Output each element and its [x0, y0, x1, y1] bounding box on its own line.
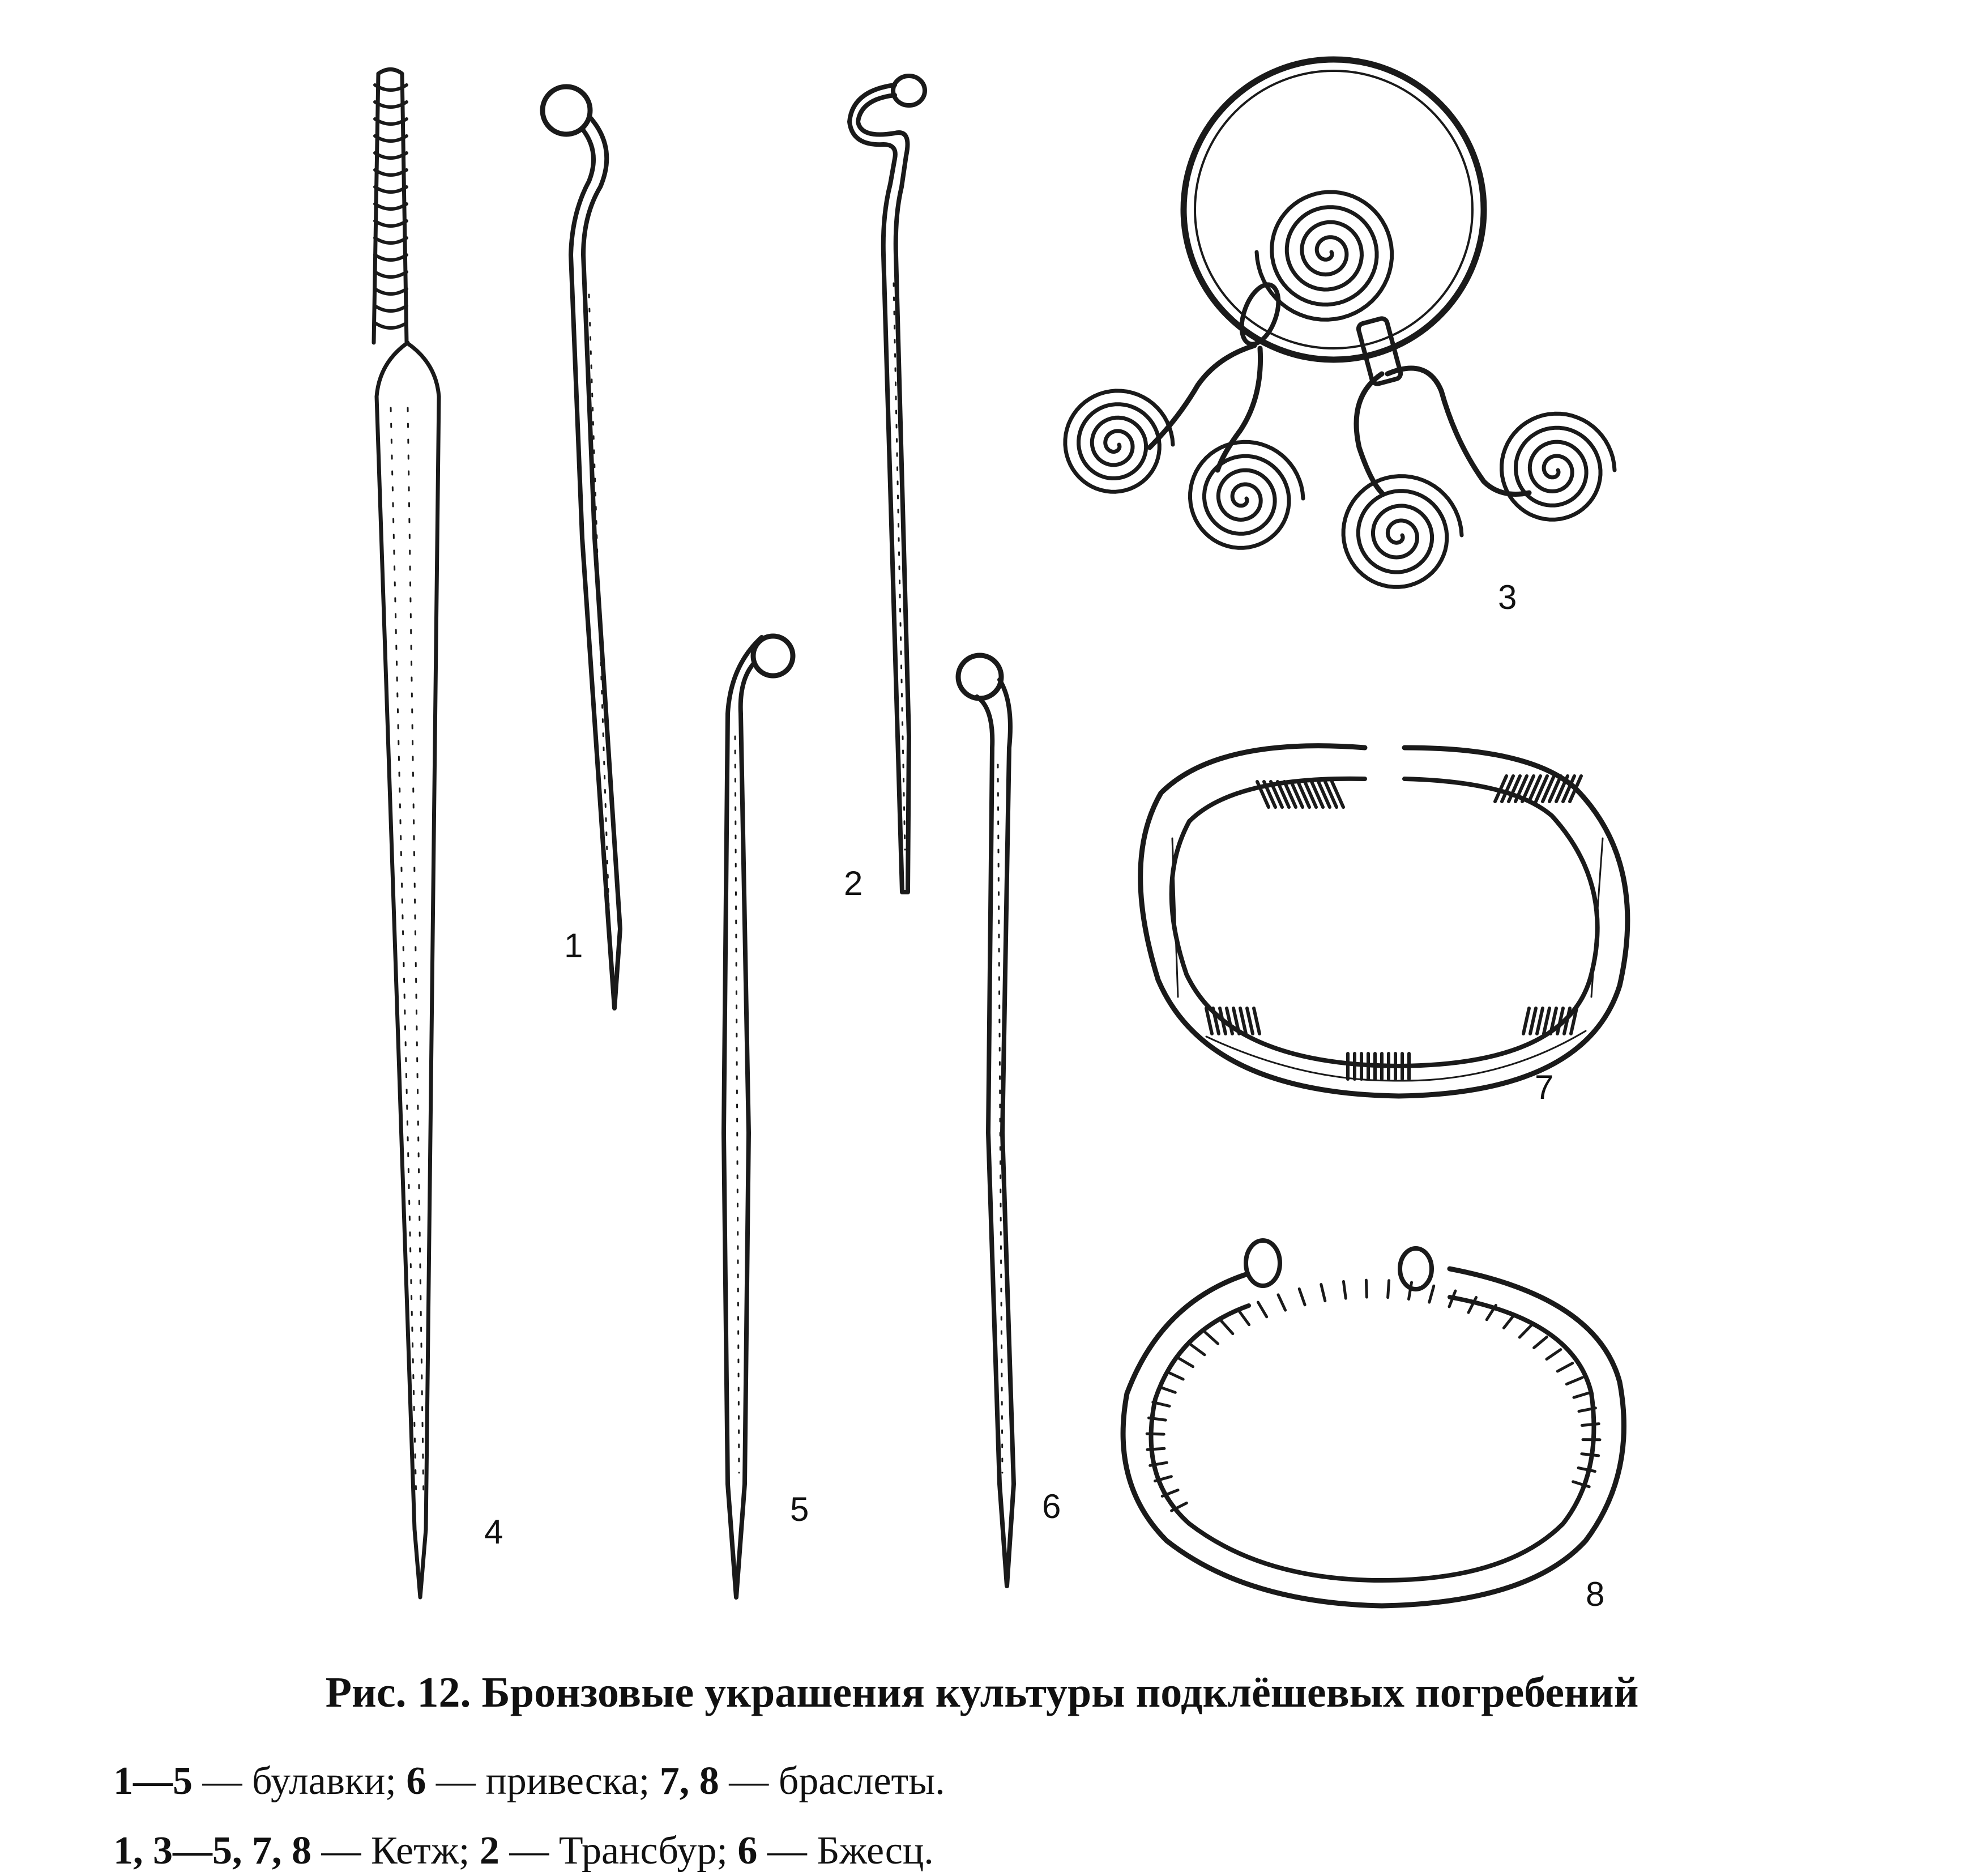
legend-line-2-segment-5: 6	[737, 1829, 758, 1873]
legend-line-1-segment-3: 6	[406, 1759, 426, 1803]
pin-5-drawing	[724, 636, 793, 1597]
pin-6-drawing	[958, 655, 1014, 1586]
legend-line-1-segment-4: — привеска;	[426, 1759, 660, 1803]
legend-line-2-segment-6: — Бжесц.	[757, 1829, 934, 1873]
legend-line-2-segment-4: — Трансбур;	[499, 1829, 738, 1873]
pin-1-drawing	[543, 87, 620, 1008]
bracelet-7-drawing	[1141, 746, 1628, 1096]
legend-line-2	[113, 1828, 934, 1874]
legend-line-2-segment-1: 1, 3—5, 7, 8	[113, 1829, 311, 1873]
label-item-4: 4	[484, 1513, 503, 1551]
label-item-5: 5	[790, 1490, 809, 1528]
legend-line-2-segment-2: — Кетж;	[311, 1829, 480, 1873]
figure-caption: Рис. 12. Бронзовые украшения культуры подклёшевых погребений	[325, 1669, 1639, 1716]
pin-4-drawing	[374, 70, 439, 1598]
pin-2-drawing	[849, 76, 925, 892]
legend-line-1	[113, 1759, 945, 1804]
label-item-3: 3	[1498, 578, 1517, 616]
legend-line-1-segment-2: — булавки;	[193, 1759, 407, 1803]
label-item-6: 6	[1042, 1487, 1061, 1525]
label-item-7: 7	[1535, 1068, 1554, 1106]
spiral-pendant-3-drawing	[1065, 59, 1615, 587]
bracelet-8-drawing	[1123, 1240, 1624, 1606]
legend-line-1-segment-1: 1—5	[113, 1759, 193, 1803]
label-item-8: 8	[1586, 1575, 1605, 1613]
legend-line-1-segment-5: 7, 8	[659, 1759, 719, 1803]
label-item-2: 2	[844, 864, 863, 902]
legend-line-1-segment-6: — браслеты.	[719, 1759, 945, 1803]
label-item-1: 1	[564, 927, 583, 965]
legend-line-2-segment-3: 2	[479, 1829, 499, 1873]
